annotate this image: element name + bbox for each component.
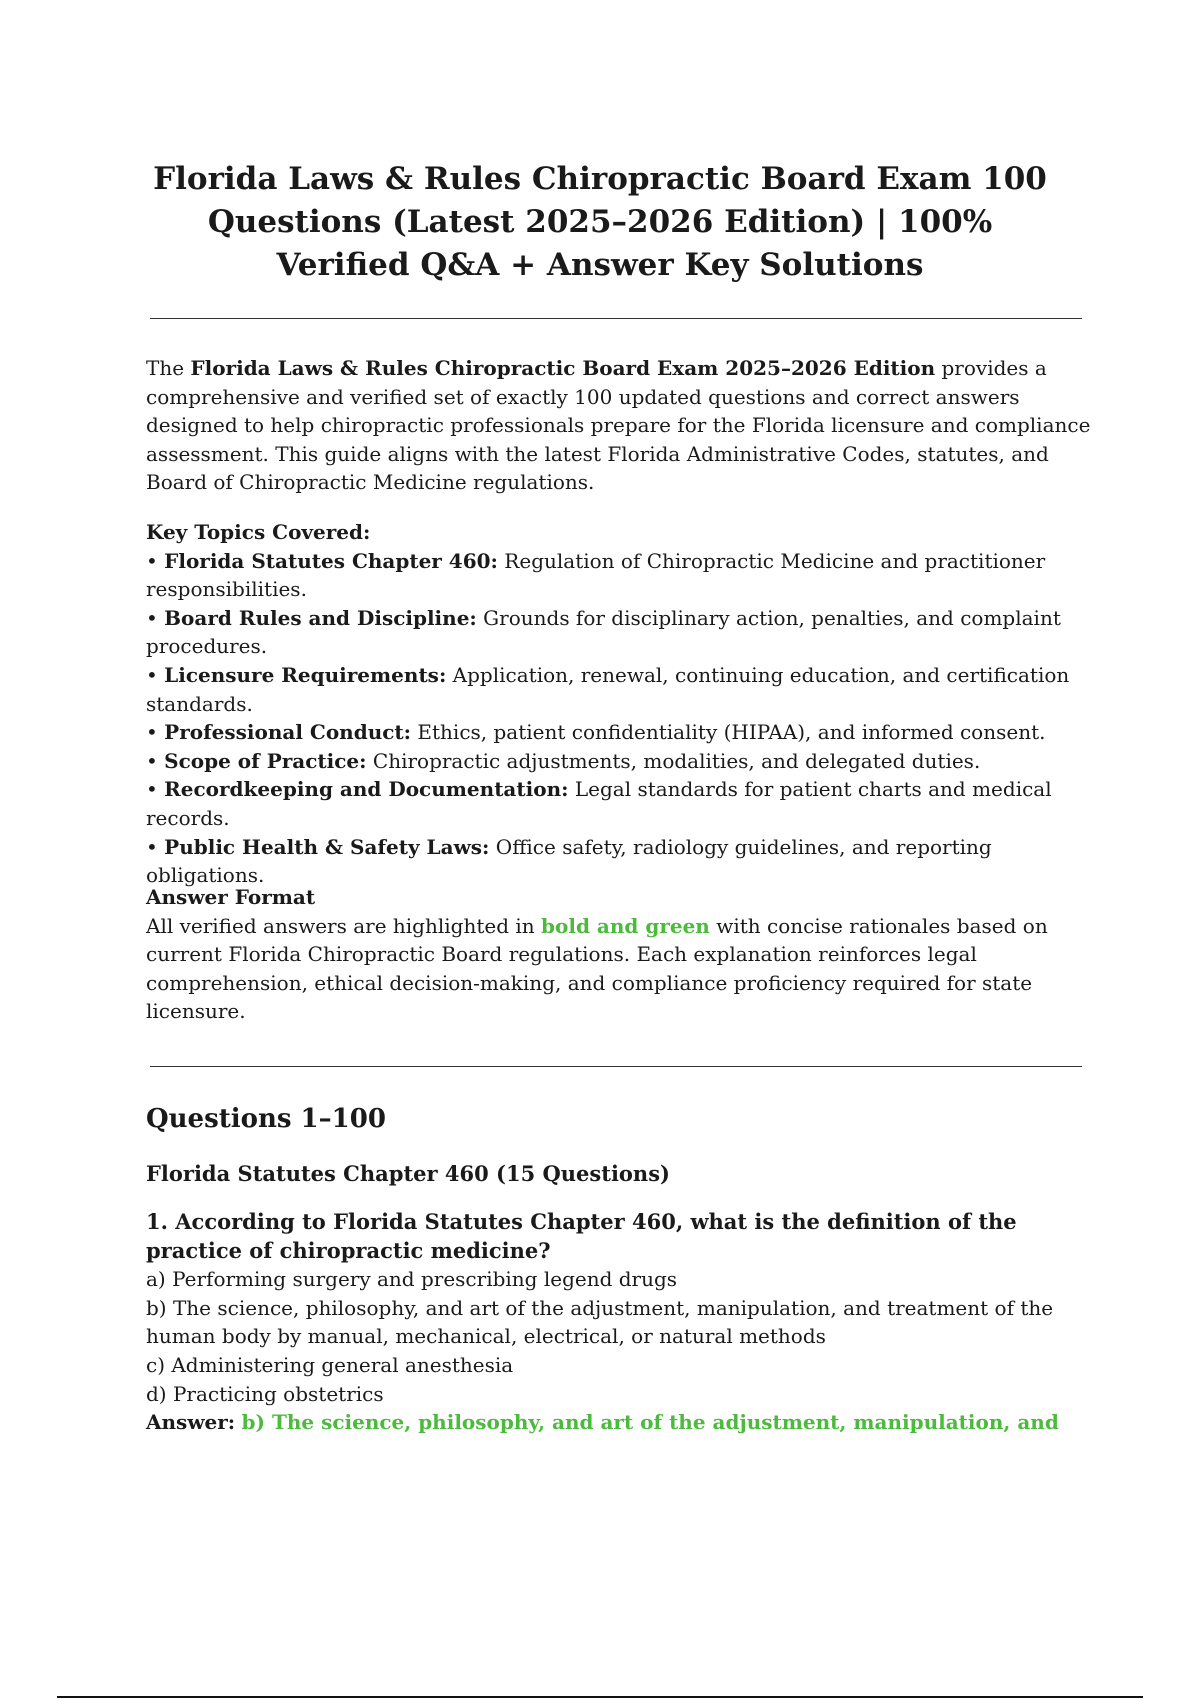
bullet-icon: •: [146, 748, 165, 773]
questions-heading: Questions 1–100: [146, 1104, 386, 1134]
answer-label: Answer:: [146, 1410, 236, 1435]
key-topics-heading: Key Topics Covered:: [146, 520, 371, 544]
topic-item: [146, 661, 1091, 718]
intro-paragraph: [146, 354, 1091, 497]
question-option-c: c) Administering general anesthesia: [146, 1352, 514, 1377]
question-option-b: b) The science, philosophy, and art of the adjustment, manipulation, and treatment of the human body by manual, mechanical, electrical, or natural methods: [146, 1295, 1054, 1349]
topic-label: Professional Conduct:: [164, 720, 412, 745]
intro-bold-title: Florida Laws & Rules Chiropractic Board Exam 2025–2026 Edition: [190, 356, 936, 380]
topic-text: Ethics, patient confidentiality (HIPAA), and informed consent.: [411, 720, 1046, 745]
answer-format-text: [146, 912, 1091, 1026]
answer-format-before: All verified answers are highlighted in: [146, 913, 542, 938]
topic-item: [146, 775, 1091, 832]
topic-text: Application, renewal, continuing education, and certification standards.: [146, 662, 1070, 716]
topic-item: [146, 604, 1091, 661]
answer-text: b) The science, philosophy, and art of the adjustment, manipulation, and: [241, 1410, 1059, 1435]
topic-text: Regulation of Chiropractic Medicine and practitioner responsibilities.: [146, 548, 1046, 602]
topic-item: [146, 547, 1091, 604]
topic-text: Legal standards for patient charts and medical records.: [146, 777, 1052, 830]
question-text: 1. According to Florida Statutes Chapter 460, what is the definition of the practice of chiropractic medicine?: [146, 1209, 1017, 1263]
topic-item: [146, 747, 1091, 776]
topic-label: Public Health & Safety Laws:: [164, 834, 490, 859]
question-option-a: a) Performing surgery and prescribing legend drugs: [146, 1267, 678, 1292]
question-1: [146, 1208, 1091, 1437]
topic-label: Board Rules and Discipline:: [164, 605, 477, 630]
document-title: Florida Laws & Rules Chiropractic Board Exam 100 Questions (Latest 2025–2026 Edition) | 100% Verified Q&A + Answer Key Solutions: [153, 161, 1047, 283]
answer-format-section: [146, 883, 1091, 1026]
topic-label: Scope of Practice:: [164, 748, 367, 773]
topic-label: Recordkeeping and Documentation:: [164, 777, 569, 802]
topic-text: Chiropractic adjustments, modalities, and delegated duties.: [366, 748, 981, 773]
divider-middle: [150, 1066, 1082, 1067]
intro-prefix: The: [146, 356, 191, 380]
topic-item: [146, 833, 1091, 890]
bullet-icon: •: [146, 605, 165, 630]
answer-format-highlight: bold and green: [541, 913, 710, 938]
page-bottom-border: [57, 1696, 1143, 1698]
answer-format-after: with concise rationales based on current Florida Chiropractic Board regulations. Each explanation reinforces legal comprehension, ethical decision-making, and compliance proficiency required for state licensure.: [146, 913, 1048, 1024]
answer-format-heading: Answer Format: [146, 885, 316, 909]
topic-text: Grounds for disciplinary action, penalties, and complaint procedures.: [146, 605, 1061, 659]
intro-rest: provides a comprehensive and verified set of exactly 100 updated questions and correct answers designed to help chiropractic professionals prepare for the Florida licensure and compliance assessment. This guide aligns with the latest Florida Administrative Codes, statutes, and Board of Chiropractic Medicine regulations.: [146, 356, 1091, 495]
section-heading: Florida Statutes Chapter 460 (15 Questions): [146, 1161, 670, 1186]
bullet-icon: •: [146, 548, 165, 573]
topic-label: Florida Statutes Chapter 460:: [164, 548, 498, 573]
topic-label: Licensure Requirements:: [164, 662, 447, 687]
question-option-d: d) Practicing obstetrics: [146, 1381, 384, 1406]
divider-top: [150, 318, 1082, 319]
question-answer: [146, 1408, 1091, 1437]
bullet-icon: •: [146, 777, 165, 802]
key-topics-section: [146, 518, 1091, 890]
bullet-icon: •: [146, 720, 165, 745]
bullet-icon: •: [146, 834, 165, 859]
bullet-icon: •: [146, 662, 165, 687]
topic-item: [146, 718, 1091, 747]
topic-text: Office safety, radiology guidelines, and reporting obligations.: [146, 834, 992, 888]
